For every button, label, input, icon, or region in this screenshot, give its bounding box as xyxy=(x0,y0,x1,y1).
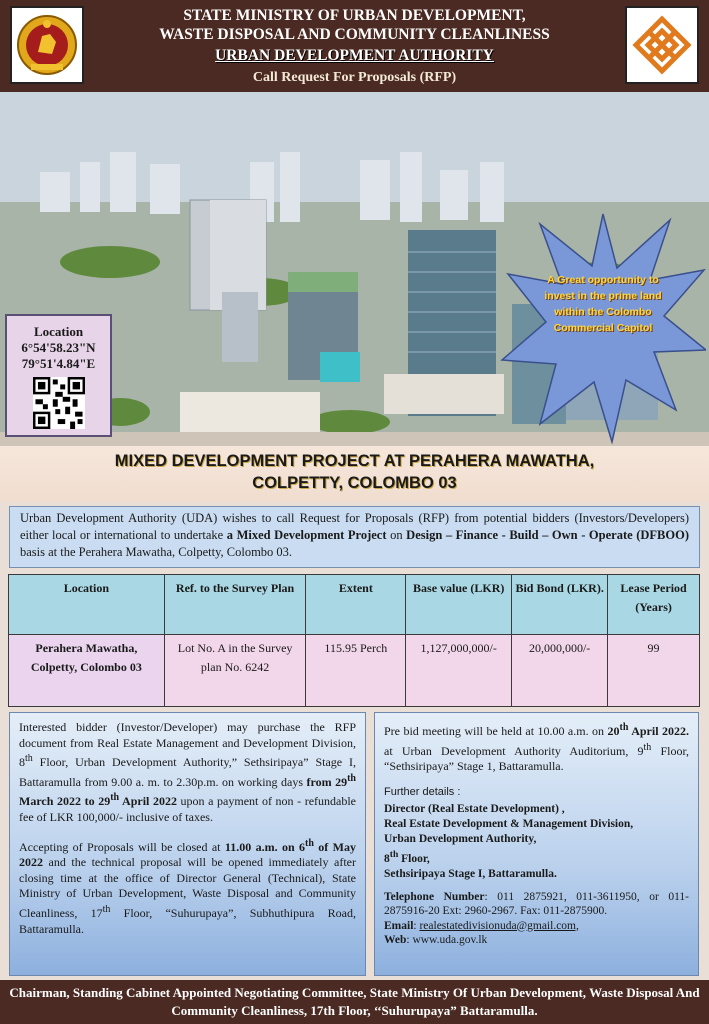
uda-logo xyxy=(625,6,699,84)
web-label: Web xyxy=(384,934,407,947)
closing-text-b: and the technical proposal will be opened immediately after closing time at the office of Director General (Technical), State Ministry of Urban Development, Waste Disposal and Community Cleanliness, 17 xyxy=(19,855,356,920)
purchase-sup-1: th xyxy=(25,753,33,765)
longitude-value: 79°51'4.84"E xyxy=(21,356,96,371)
further-line-4 xyxy=(384,847,689,867)
closing-sup-2: th xyxy=(102,903,111,915)
intro-text-a: Urban Development Authority (UDA) wishes to call Request for Proposals (RFP) from potential bidders (Investors/Developers) either local or international to undertake xyxy=(20,511,689,542)
qr-code-icon[interactable] xyxy=(33,377,85,429)
further-line-3: Urban Development Authority, xyxy=(384,832,537,845)
prebid-date xyxy=(608,724,690,738)
further-details xyxy=(384,785,689,882)
purchase-sup-3: th xyxy=(110,792,120,804)
purchase-text-b: Floor, Urban Development Authority,” Sethsiripaya” Stage I, Battaramulla from 9.00 a. m. to 2.30p.m. on working days xyxy=(19,755,356,789)
location-label: Location xyxy=(33,324,84,339)
prebid-text-b: at Urban Development Authority Auditorium, 9 xyxy=(384,743,644,758)
header-line-2: WASTE DISPOSAL AND COMMUNITY CLEANLINESS xyxy=(159,26,550,43)
intro-text-c: basis at the Perahera Mawatha, Colpetty, Colombo 03. xyxy=(20,545,293,559)
further-line-4-a: 8 xyxy=(384,852,390,865)
project-title xyxy=(0,446,709,502)
uda-logo-icon xyxy=(632,15,692,75)
prebid-info-panel xyxy=(374,712,699,976)
rfp-details-table xyxy=(8,574,700,707)
header-line-3: URBAN DEVELOPMENT AUTHORITY xyxy=(215,47,494,64)
cell-survey-plan: Lot No. A in the Survey plan No. 6242 xyxy=(164,635,306,707)
table-header-bid-bond: Bid Bond (LKR). xyxy=(512,575,608,635)
intro-text-bold2: Design – Finance - Build – Own - Operate (DFBOO) xyxy=(406,528,690,542)
email-label: Email xyxy=(384,919,414,932)
emblem-icon xyxy=(16,12,78,78)
promo-starburst xyxy=(500,210,706,444)
telephone-label: Telephone Number xyxy=(384,890,485,903)
prebid-sup-1: th xyxy=(619,722,629,733)
latitude-value: 6°54'58.23"N xyxy=(21,340,96,355)
header-line-1: STATE MINISTRY OF URBAN DEVELOPMENT, xyxy=(183,7,526,24)
further-line-2: Real Estate Development & Management Division, xyxy=(384,817,634,830)
closing-sup-1: th xyxy=(305,837,314,849)
telephone-value: : 011 2875921, 011-3611950, or 011-2875916-20 Ext: 2960-2967. Fax: 011-2875900. xyxy=(384,890,689,918)
intro-text-b: on xyxy=(386,528,407,542)
further-line-1: Director (Real Estate Development) , xyxy=(384,802,565,815)
sri-lanka-emblem-logo xyxy=(10,6,84,84)
promo-starburst-text: A Great opportunity to invest in the prime land within the Colombo Commercial Capitol xyxy=(544,274,662,334)
prebid-text-c: Floor, “Sethsiripaya” Stage 1, Battaramulla. xyxy=(384,743,689,774)
purchase-date-b: March 2022 to 29 xyxy=(19,794,111,809)
prebid-paragraph xyxy=(384,720,689,775)
intro-paragraph xyxy=(9,506,700,568)
prebid-date-a: 20 xyxy=(607,724,620,738)
table-header-survey-plan: Ref. to the Survey Plan xyxy=(164,575,306,635)
closing-date-b: of May 2022 xyxy=(19,839,356,870)
further-line-5: Sethsiripaya Stage I, Battaramulla. xyxy=(384,867,557,880)
email-line: Email: realestatedivisionuda@gmail.com, xyxy=(384,919,579,932)
further-details-label: Further details : xyxy=(384,785,461,798)
cell-location: Perahera Mawatha, Colpetty, Colombo 03 xyxy=(9,635,165,707)
further-line-4-sup: th xyxy=(389,848,399,860)
table-header-location: Location xyxy=(9,575,165,635)
prebid-text-a: Pre bid meeting will be held at 10.00 a.m. on xyxy=(384,724,608,738)
table-header-base-value: Base value (LKR) xyxy=(406,575,512,635)
closing-paragraph xyxy=(19,836,356,938)
email-link[interactable]: realestatedivisionuda@gmail.com, xyxy=(419,919,579,932)
closing-text-c: Floor, “Suhurupaya”, Subhuthipura Road, Battaramulla. xyxy=(19,905,356,936)
table-row xyxy=(9,635,700,707)
contact-info xyxy=(384,890,689,948)
purchase-sup-2: th xyxy=(347,772,356,784)
web-line xyxy=(384,933,689,948)
closing-date-a: 11.00 a.m. on 6 xyxy=(224,839,306,854)
web-link[interactable]: : www.uda.gov.lk xyxy=(406,934,488,947)
purchase-date-c: April 2022 xyxy=(119,794,177,809)
closing-text-a: Accepting of Proposals will be closed at xyxy=(19,839,225,854)
footer-banner: Chairman, Standing Cabinet Appointed Negotiating Committee, State Ministry Of Urban Development, Waste Disposal And Community Cleanliness, 17th Floor, ‘‘Suhurupaya” Battaramulla. xyxy=(0,980,709,1024)
header-subtitle: Call Request For Proposals (RFP) xyxy=(252,70,457,85)
cell-base-value: 1,127,000,000/- xyxy=(406,635,512,707)
telephone-line xyxy=(384,890,689,919)
prebid-sup-2: th xyxy=(643,741,652,753)
purchase-text-c: upon a payment of non - refundable fee of LKR 100,000/- inclusive of taxes. xyxy=(19,794,356,824)
project-title-line-1: MIXED DEVELOPMENT PROJECT AT PERAHERA MAWATHA, xyxy=(114,452,595,470)
header-banner xyxy=(0,0,709,92)
cell-extent: 115.95 Perch xyxy=(306,635,406,707)
further-line-4-b: Floor, xyxy=(398,852,430,865)
table-header-extent: Extent xyxy=(306,575,406,635)
purchase-paragraph xyxy=(19,720,356,826)
purchase-info-panel xyxy=(9,712,366,976)
cell-bid-bond: 20,000,000/- xyxy=(512,635,608,707)
table-header-row xyxy=(9,575,700,635)
project-title-line-2: COLPETTY, COLOMBO 03 xyxy=(252,474,457,492)
table-header-lease-period: Lease Period (Years) xyxy=(608,575,700,635)
purchase-date-a: from 29 xyxy=(306,774,348,789)
purchase-text-a: Interested bidder (Investor/Developer) may purchase the RFP document from Real Estate Management and Development Division, 8 xyxy=(19,720,356,770)
prebid-date-b: April 2022. xyxy=(628,724,690,738)
intro-text-bold: a Mixed Development Project xyxy=(226,528,387,542)
location-box xyxy=(5,314,112,437)
cell-lease-period: 99 xyxy=(608,635,700,707)
